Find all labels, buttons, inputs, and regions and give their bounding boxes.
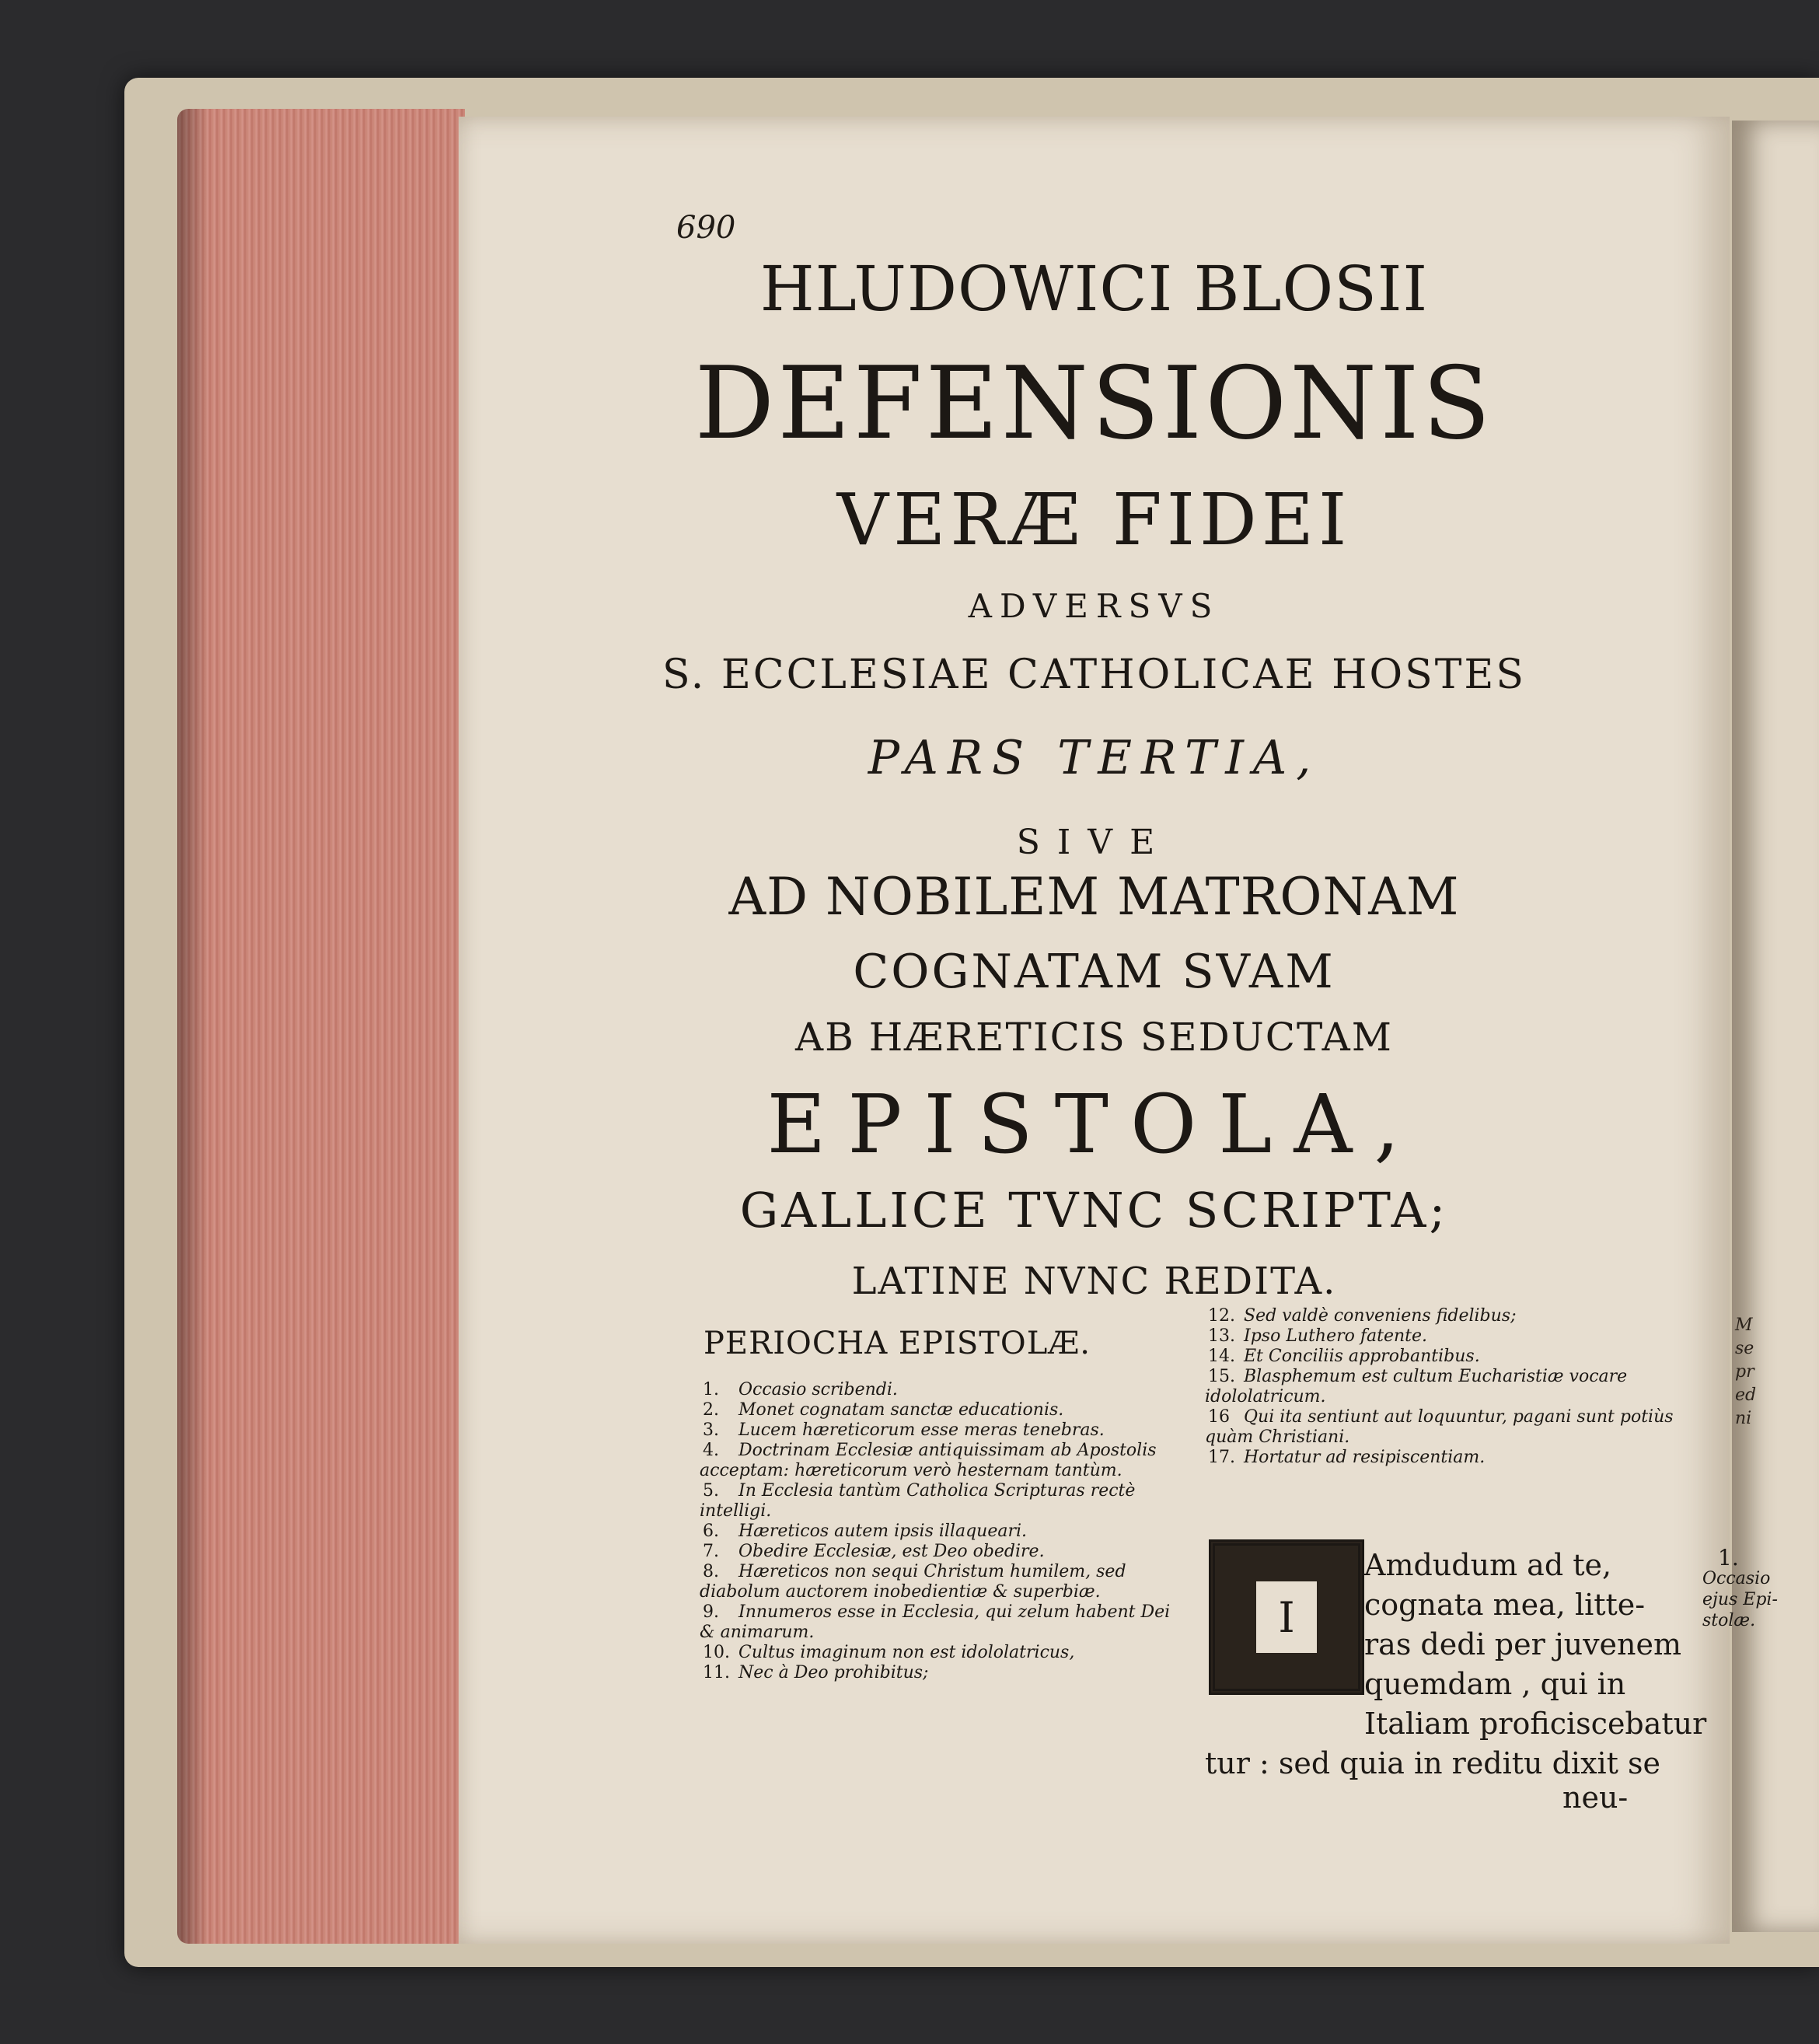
facing-margin-note: M [1735, 1315, 1753, 1335]
margin-note-line: ejus Epi- [1702, 1590, 1778, 1609]
facing-margin-note: ni [1735, 1409, 1752, 1428]
list-item: 12. Sed valdè conveniens fidelibus; [1208, 1306, 1517, 1326]
epistle-body [1364, 1546, 1699, 1704]
page-number: 690 [676, 210, 736, 246]
title-line: VERÆ FIDEI [836, 478, 1352, 561]
periocha-list-right [1205, 1306, 1687, 1468]
list-item: 5. In Ecclesia tantùm Catholica Scripturas rectè intelligi. [700, 1481, 1136, 1521]
list-item: 6. Hæreticos autem ipsis illaqueari. [703, 1522, 1028, 1541]
title-line: ADVERSVS [968, 587, 1220, 625]
body-line: cognata mea, litte- [1364, 1588, 1646, 1622]
list-item: 11. Nec à Deo prohibitus; [703, 1663, 929, 1682]
list-item: 4. Doctrinam Ecclesiæ antiquissimam ab Apostolis acceptam: hæreticorum verò hesternam tantùm. [700, 1441, 1157, 1480]
title-line: LATINE NVNC REDITA. [851, 1260, 1337, 1303]
margin-note-line: stolæ. [1702, 1611, 1756, 1630]
margin-note-number: 1. [1718, 1545, 1739, 1571]
list-item: 2. Monet cognatam sanctæ educationis. [703, 1400, 1064, 1420]
body-line: quemdam , qui in [1364, 1667, 1626, 1701]
book-page [459, 117, 1778, 1944]
drop-cap-letter: I [1256, 1581, 1317, 1653]
list-item: 7. Obedire Ecclesiæ, est Deo obedire. [703, 1542, 1045, 1561]
ornamental-initial [1209, 1539, 1364, 1695]
facing-margin-note: pr [1735, 1362, 1754, 1382]
catchword: neu- [1562, 1780, 1629, 1815]
title-line-part: PARS TERTIA, [868, 731, 1321, 785]
list-item: 8. Hæreticos non sequi Christum humilem, sed diabolum auctorem inobedientiæ & superbiæ. [700, 1562, 1126, 1602]
page-edges [177, 109, 465, 1944]
periocha-list-left [700, 1380, 1189, 1683]
title-line-author: HLUDOWICI BLOSII [759, 253, 1429, 325]
list-item: 15. Blasphemum est cultum Eucharistiæ vocare idololatricum. [1205, 1367, 1628, 1406]
title-line: S. ECCLESIAE CATHOLICAE HOSTES [662, 652, 1526, 698]
facing-margin-note: se [1735, 1339, 1754, 1358]
facing-page-edge [1732, 121, 1819, 1932]
title-line: COGNATAM SVAM [853, 945, 1335, 999]
edge-shadow [177, 109, 208, 1944]
list-item: 10. Cultus imaginum non est idololatricus, [703, 1643, 1075, 1662]
list-item: 1. Occasio scribendi. [703, 1380, 898, 1399]
list-item: 16 Qui ita sentiunt aut loquuntur, pagani sunt potiùs quàm Christiani. [1205, 1407, 1674, 1447]
list-item: 17. Hortatur ad resipiscentiam. [1208, 1448, 1486, 1467]
body-line: ras dedi per juvenem [1364, 1627, 1682, 1661]
list-item: 3. Lucem hæreticorum esse meras tenebras. [703, 1420, 1105, 1440]
list-item: 13. Ipso Luthero fatente. [1208, 1326, 1428, 1346]
facing-margin-note: ed [1735, 1385, 1757, 1405]
list-item: 9. Innumeros esse in Ecclesia, qui zelum habent Dei & animarum. [700, 1602, 1171, 1642]
body-line: Amdudum ad te, [1364, 1548, 1612, 1582]
list-item: 14. Et Conciliis approbantibus. [1208, 1347, 1480, 1366]
title-line: AD NOBILEM MATRONAM [728, 867, 1460, 927]
title-line-epistola: EPISTOLA, [766, 1077, 1422, 1172]
periocha-heading: PERIOCHA EPISTOLÆ. [704, 1326, 1091, 1361]
title-line-main: DEFENSIONIS [694, 346, 1494, 462]
epistle-body-cont [1364, 1704, 1707, 1744]
body-line: Italiam proficiscebatur [1364, 1707, 1707, 1741]
title-line: GALLICE TVNC SCRIPTA; [739, 1182, 1449, 1239]
title-line: AB HÆRETICIS SEDUCTAM [795, 1015, 1393, 1060]
title-line: SIVE [1016, 823, 1172, 862]
margin-note [1702, 1547, 1778, 1631]
body-line-tail: tur : sed quia in reditu dixit se [1205, 1746, 1661, 1780]
margin-note-line: Occasio [1702, 1569, 1771, 1588]
